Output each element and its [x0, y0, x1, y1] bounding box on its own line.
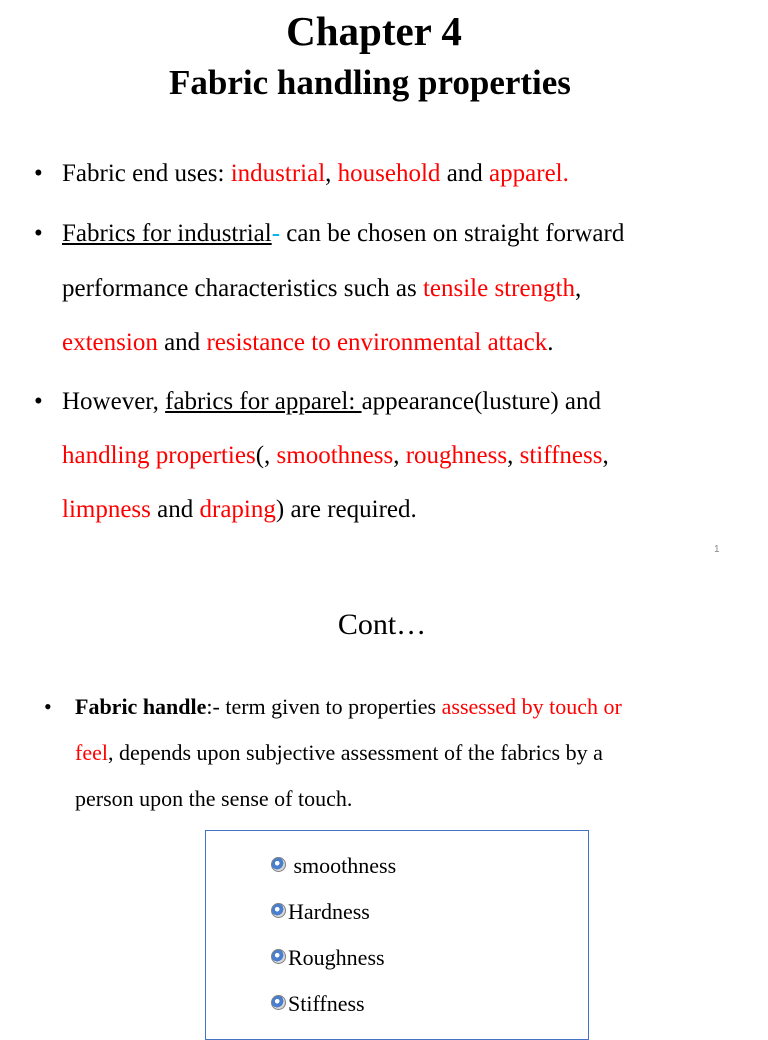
highlight-industrial: industrial: [230, 160, 326, 187]
underlined-term: Fabrics for industrial: [62, 220, 272, 247]
text: (,: [255, 442, 277, 469]
bullet-line: [62, 275, 581, 303]
text: Fabric end uses:: [62, 160, 231, 187]
list-item-label: Stiffness: [288, 991, 365, 1016]
text: and: [440, 160, 490, 187]
highlight-extension: extension: [62, 329, 158, 356]
bullet-line: [62, 220, 624, 248]
text: can be chosen on straight forward: [280, 220, 625, 247]
text: :- term given to properties: [206, 694, 442, 719]
list-item: [271, 991, 365, 1017]
highlight-roughness: roughness: [405, 442, 508, 469]
list-item-label: smoothness: [288, 853, 397, 878]
underlined-term: fabrics for apparel:: [165, 388, 362, 415]
highlight-feel: feel: [75, 740, 108, 765]
bullet-line: [75, 740, 603, 766]
highlight-tensile-strength: tensile strength: [422, 275, 575, 302]
bullet-line: [62, 496, 417, 524]
bullet-line: [62, 388, 601, 416]
text: performance characteristics such as: [62, 275, 423, 302]
text: .: [547, 329, 554, 356]
highlight-household: household: [337, 160, 441, 187]
bullet-globe-icon: [271, 949, 286, 964]
list-item: [271, 945, 385, 971]
text: ,: [602, 442, 609, 469]
text: and: [157, 329, 207, 356]
bullet-line: [75, 786, 352, 812]
list-item: [271, 899, 370, 925]
list-item-label: Roughness: [288, 945, 385, 970]
text: ,: [507, 442, 520, 469]
text: person upon the sense of touch.: [75, 786, 353, 811]
text: , depends upon subjective assessment of the fabrics by a: [107, 740, 603, 765]
bullet-dot: •: [34, 220, 43, 247]
slide-number: 1: [714, 544, 720, 555]
bullet-dot: •: [34, 388, 43, 415]
text: and: [150, 496, 200, 523]
slide-title: Cont…: [337, 608, 427, 641]
bullet-dot: •: [44, 694, 52, 719]
highlight-assessed: assessed by touch or: [441, 694, 622, 719]
text: ) are required.: [275, 496, 417, 523]
text: appearance(lusture) and: [361, 388, 602, 415]
text: ,: [325, 160, 338, 187]
bold-term: Fabric handle: [75, 694, 207, 719]
text: ,: [575, 275, 582, 302]
slide-subtitle: Fabric handling properties: [169, 63, 571, 102]
highlight-draping: draping: [199, 496, 276, 523]
highlight-smoothness: smoothness: [276, 442, 394, 469]
slide-2: [0, 570, 768, 1024]
bullet-line: [62, 160, 569, 188]
highlight-apparel: apparel.: [489, 160, 569, 187]
bullet-dot: •: [34, 160, 43, 187]
highlight-stiffness: stiffness: [519, 442, 603, 469]
text: ,: [393, 442, 406, 469]
bullet-globe-icon: [271, 903, 286, 918]
dash: -: [271, 220, 281, 247]
highlight-limpness: limpness: [62, 496, 151, 523]
bullet-line: [62, 442, 609, 470]
properties-list-box: [205, 830, 589, 1040]
highlight-resistance: resistance to environmental attack: [206, 329, 548, 356]
bullet-globe-icon: [271, 857, 286, 872]
slide-title: Chapter 4: [286, 8, 462, 54]
bullet-line: [75, 694, 622, 720]
highlight-handling: handling properties: [62, 442, 256, 469]
text: However,: [62, 388, 166, 415]
bullet-globe-icon: [271, 995, 286, 1010]
list-item: [271, 853, 396, 879]
bullet-line: [62, 329, 554, 357]
list-item-label: Hardness: [288, 899, 370, 924]
